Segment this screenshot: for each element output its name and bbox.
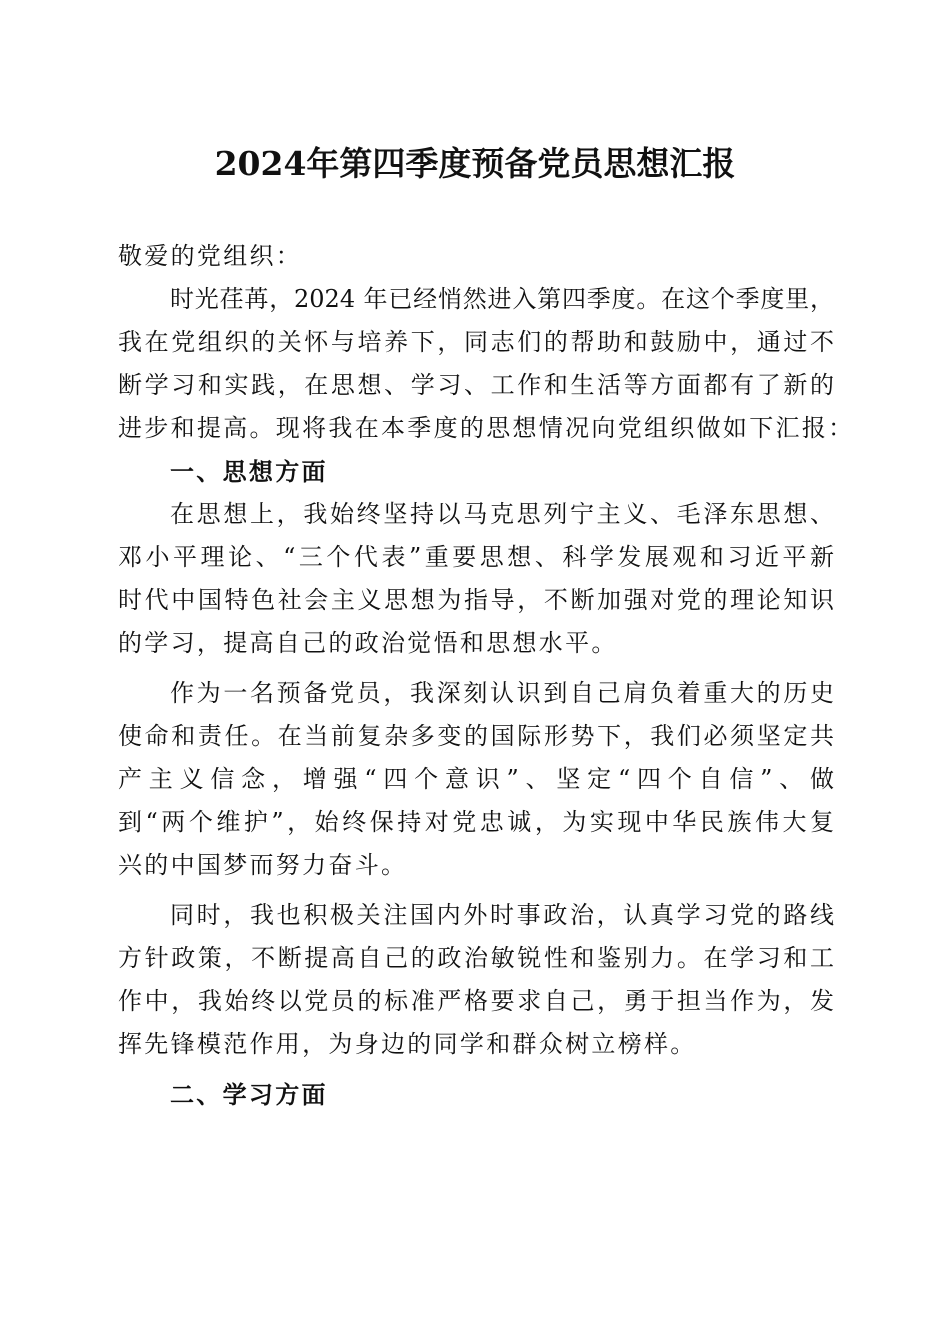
- section-heading: 一、思想方面: [170, 457, 328, 486]
- paragraph-line: 方针政策，不断提高自己的政治敏锐性和鉴别力。在学习和工: [118, 944, 834, 972]
- document-body: [118, 235, 855, 1123]
- document-title: 2024年第四季度预备党员思想汇报: [214, 144, 736, 183]
- paragraph-line: 邓小平理论、“三个代表”重要思想、科学发展观和习近平新: [118, 543, 834, 571]
- paragraph-line: 时光荏苒，2024 年已经悄然进入第四季度。在这个季度里，: [170, 285, 834, 313]
- paragraph-line: 在思想上，我始终坚持以马克思列宁主义、毛泽东思想、: [170, 500, 834, 528]
- paragraph-line: 到“两个维护”，始终保持对党忠诚，为实现中华民族伟大复: [118, 808, 834, 836]
- paragraph-line: 产主义信念，增强“四个意识”、坚定“四个自信”、做: [118, 765, 834, 793]
- paragraph-line: 使命和责任。在当前复杂多变的国际形势下，我们必须坚定共: [118, 722, 834, 750]
- paragraph: [118, 894, 834, 1066]
- section-heading: 二、学习方面: [170, 1080, 328, 1109]
- paragraph-line: 的学习，提高自己的政治觉悟和思想水平。: [118, 629, 618, 657]
- paragraph: [118, 493, 834, 665]
- paragraph-line: 挥先锋模范作用，为身边的同学和群众树立榜样。: [118, 1030, 697, 1058]
- paragraph-line: 作中，我始终以党员的标准严格要求自己，勇于担当作为，发: [118, 987, 834, 1015]
- paragraph-line: 时代中国特色社会主义思想为指导，不断加强对党的理论知识: [118, 586, 834, 614]
- paragraph-line: 我在党组织的关怀与培养下，同志们的帮助和鼓励中，通过不: [118, 328, 834, 356]
- paragraph-line: 断学习和实践，在思想、学习、工作和生活等方面都有了新的: [118, 371, 834, 399]
- paragraph-line: 同时，我也积极关注国内外时事政治，认真学习党的路线: [170, 901, 834, 929]
- paragraph-line: 作为一名预备党员，我深刻认识到自己肩负着重大的历史: [170, 679, 834, 707]
- salutation: 敬爱的党组织：: [118, 242, 303, 270]
- paragraph: [118, 672, 834, 887]
- paragraph-line: 进步和提高。现将我在本季度的思想情况向党组织做如下汇报：: [118, 414, 855, 442]
- paragraph: [118, 278, 855, 450]
- paragraph-line: 兴的中国梦而努力奋斗。: [118, 851, 408, 879]
